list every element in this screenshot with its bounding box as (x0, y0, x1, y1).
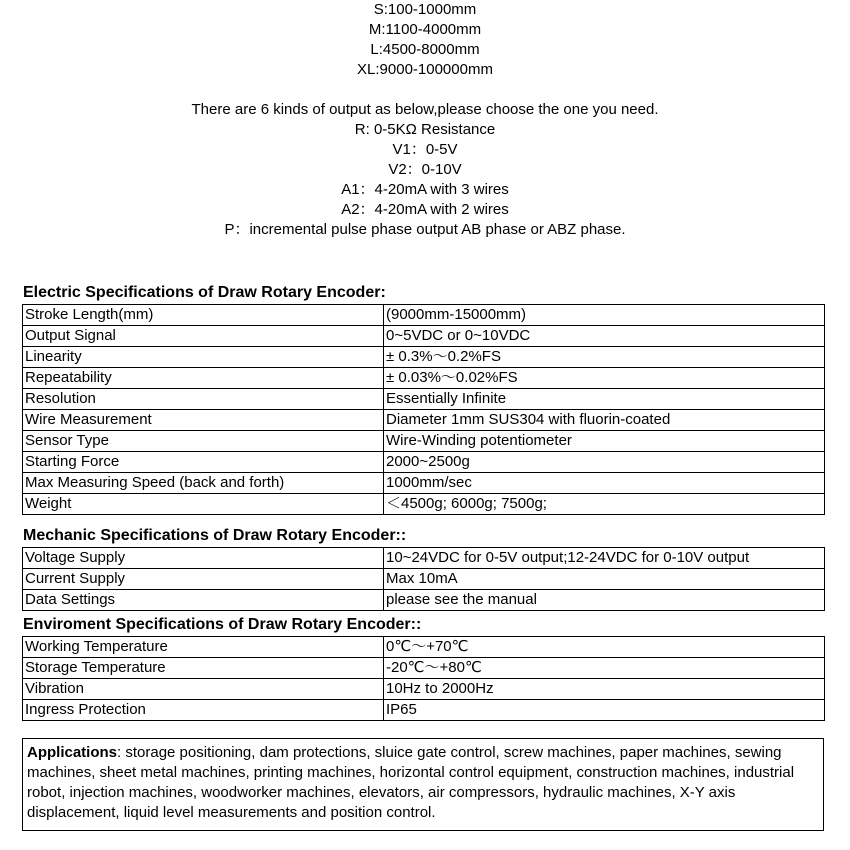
size-xl: XL:9000-100000mm (357, 61, 493, 78)
spec-key: Sensor Type (23, 431, 384, 452)
spec-value: IP65 (384, 700, 825, 721)
table-row (23, 473, 825, 494)
spec-value: 2000~2500g (384, 452, 825, 473)
table-row (23, 326, 825, 347)
output-v1: V1：0-5V (392, 141, 458, 158)
output-a1: A1：4-20mA with 3 wires (341, 181, 509, 198)
spec-value: Essentially Infinite (384, 389, 825, 410)
spec-value: please see the manual (384, 590, 825, 611)
spec-value: 10~24VDC for 0-5V output;12-24VDC for 0-10V output (384, 548, 825, 569)
electric-specs-title: Electric Specifications of Draw Rotary Encoder: (23, 284, 386, 301)
spec-key: Linearity (23, 347, 384, 368)
spec-key: Vibration (23, 679, 384, 700)
table-row (23, 347, 825, 368)
mechanic-specs-table (22, 547, 825, 611)
size-l: L:4500-8000mm (370, 41, 480, 58)
table-row (23, 590, 825, 611)
table-row (23, 389, 825, 410)
spec-key: Max Measuring Speed (back and forth) (23, 473, 384, 494)
spec-value: Wire-Winding potentiometer (384, 431, 825, 452)
spec-value: 0~5VDC or 0~10VDC (384, 326, 825, 347)
spec-value: Diameter 1mm SUS304 with fluorin-coated (384, 410, 825, 431)
spec-value: 10Hz to 2000Hz (384, 679, 825, 700)
output-a2: A2：4-20mA with 2 wires (341, 201, 509, 218)
spec-key: Repeatability (23, 368, 384, 389)
spec-key: Voltage Supply (23, 548, 384, 569)
environment-specs-title: Enviroment Specifications of Draw Rotary Encoder:: (23, 616, 422, 633)
electric-specs-table (22, 304, 825, 515)
spec-value: ＜4500g; 6000g; 7500g; (384, 494, 825, 515)
spec-key: Resolution (23, 389, 384, 410)
table-row (23, 452, 825, 473)
table-row (23, 548, 825, 569)
applications-box (22, 738, 824, 831)
spec-key: Current Supply (23, 569, 384, 590)
applications-label: Applications (27, 744, 118, 761)
spec-value: ± 0.03%～0.02%FS (384, 368, 825, 389)
mechanic-specs-title: Mechanic Specifications of Draw Rotary Encoder:: (23, 527, 407, 544)
spec-value: ± 0.3%～0.2%FS (384, 347, 825, 368)
output-v2: V2：0-10V (388, 161, 462, 178)
applications-text: : storage positioning, dam protections, sluice gate control, screw machines, paper machines, sewing machines, sheet metal machines, printing machines, horizontal control equipment, construction machines, industrial robot, injection machines, woodworker machines, elevators, air compressors, hydraulic machines, X-Y axis displacement, liquid level measurements and position control. (27, 744, 795, 821)
table-row (23, 700, 825, 721)
spec-key: Storage Temperature (23, 658, 384, 679)
table-row (23, 431, 825, 452)
size-m: M:1100-4000mm (368, 21, 482, 38)
spec-key: Stroke Length(mm) (23, 305, 384, 326)
table-row (23, 569, 825, 590)
spec-value: -20℃～+80℃ (384, 658, 825, 679)
spec-value: (9000mm-15000mm) (384, 305, 825, 326)
spec-key: Starting Force (23, 452, 384, 473)
table-row (23, 637, 825, 658)
spec-key: Output Signal (23, 326, 384, 347)
size-s: S:100-1000mm (373, 1, 477, 18)
output-intro: There are 6 kinds of output as below,please choose the one you need. (191, 101, 659, 118)
table-row (23, 410, 825, 431)
spec-key: Working Temperature (23, 637, 384, 658)
table-row (23, 658, 825, 679)
spec-key: Wire Measurement (23, 410, 384, 431)
output-r: R: 0-5KΩ Resistance (354, 121, 496, 138)
table-row (23, 494, 825, 515)
table-row (23, 679, 825, 700)
spec-value: 0℃～+70℃ (384, 637, 825, 658)
spec-key: Data Settings (23, 590, 384, 611)
table-row (23, 368, 825, 389)
spec-value: Max 10mA (384, 569, 825, 590)
output-options (0, 100, 850, 240)
table-row (23, 305, 825, 326)
output-p: P：incremental pulse phase output AB phase or ABZ phase. (224, 221, 626, 238)
environment-specs-table (22, 636, 825, 721)
size-list (0, 0, 850, 80)
spec-key: Ingress Protection (23, 700, 384, 721)
spec-key: Weight (23, 494, 384, 515)
spec-value: 1000mm/sec (384, 473, 825, 494)
